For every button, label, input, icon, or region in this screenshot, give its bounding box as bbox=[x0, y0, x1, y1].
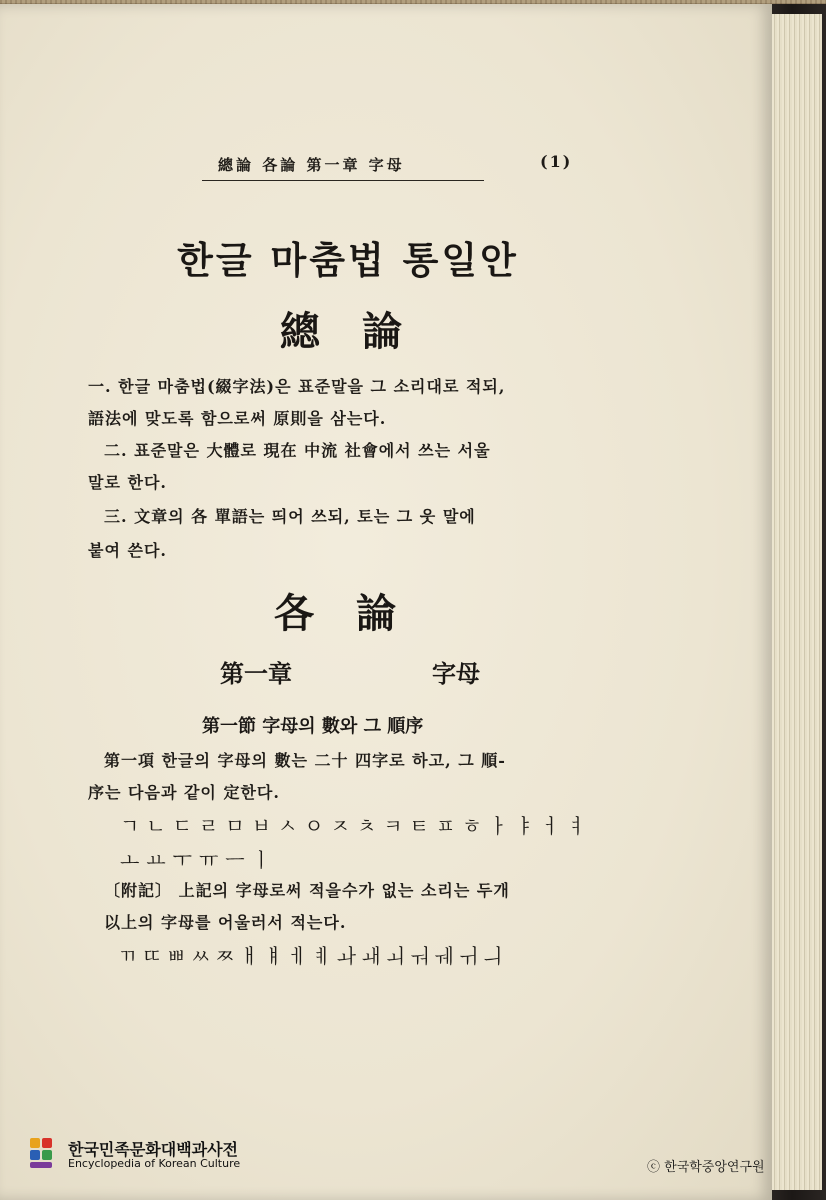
book-page bbox=[0, 4, 772, 1200]
specific-line-1: 第一項 한글의 字母의 數는 二十 四字로 하고, 그 順- bbox=[104, 751, 506, 770]
document-title: 한글 마춤법 통일안 bbox=[177, 239, 519, 282]
header-rule bbox=[202, 180, 484, 181]
general-line-2: 語法에 맞도록 함으로써 原則을 삼는다. bbox=[88, 409, 387, 428]
general-line-3: 二. 표준말은 大體로 現在 中流 社會에서 쓰는 서울 bbox=[104, 441, 491, 460]
general-heading: 總 論 bbox=[280, 308, 416, 355]
encyclopedia-name-korean: 한국민족문화대백과사전 bbox=[68, 1140, 239, 1159]
general-line-4: 말로 한다. bbox=[88, 473, 167, 492]
chapter-heading bbox=[220, 654, 480, 689]
general-line-6: 붙여 쓴다. bbox=[88, 541, 167, 560]
copyright-notice: ⓒ 한국학중앙연구원 bbox=[647, 1160, 765, 1175]
alphabet-row-2: ㅗㅛㅜㅠㅡㅣ bbox=[120, 848, 278, 872]
appendix-line-1: 〔附記〕 上記의 字母로써 적을수가 없는 소리는 두개 bbox=[104, 881, 510, 900]
page-number: (1) bbox=[540, 152, 573, 171]
compound-letters-row: ㄲㄸㅃㅆㅉㅐㅒㅔㅖㅘㅙㅚㅝㅞㅟㅢ bbox=[118, 944, 508, 968]
encyclopedia-name-english: Encyclopedia of Korean Culture bbox=[68, 1157, 241, 1170]
section-heading: 第一節 字母의 數와 그 順序 bbox=[202, 716, 424, 737]
specific-line-2: 序는 다음과 같이 定한다. bbox=[88, 783, 280, 802]
general-line-1: 一. 한글 마춤법(綴字法)은 표준말을 그 소리대로 적되, bbox=[88, 377, 506, 396]
specific-heading: 各 論 bbox=[274, 590, 410, 637]
chapter-title: 字母 bbox=[432, 659, 480, 688]
encyclopedia-logo-icon bbox=[28, 1136, 64, 1172]
alphabet-row-1: ㄱㄴㄷㄹㅁㅂㅅㅇㅈㅊㅋㅌㅍㅎㅏㅑㅓㅕ bbox=[120, 814, 594, 838]
running-title: 總論 各論 第一章 字母 bbox=[218, 156, 405, 174]
appendix-line-2: 以上의 字母를 어울러서 적는다. bbox=[104, 913, 347, 932]
chapter-number: 第一章 bbox=[220, 659, 292, 688]
page-edges bbox=[772, 14, 822, 1190]
general-line-5: 三. 文章의 各 單語는 띄어 쓰되, 토는 그 웃 말에 bbox=[104, 507, 476, 526]
